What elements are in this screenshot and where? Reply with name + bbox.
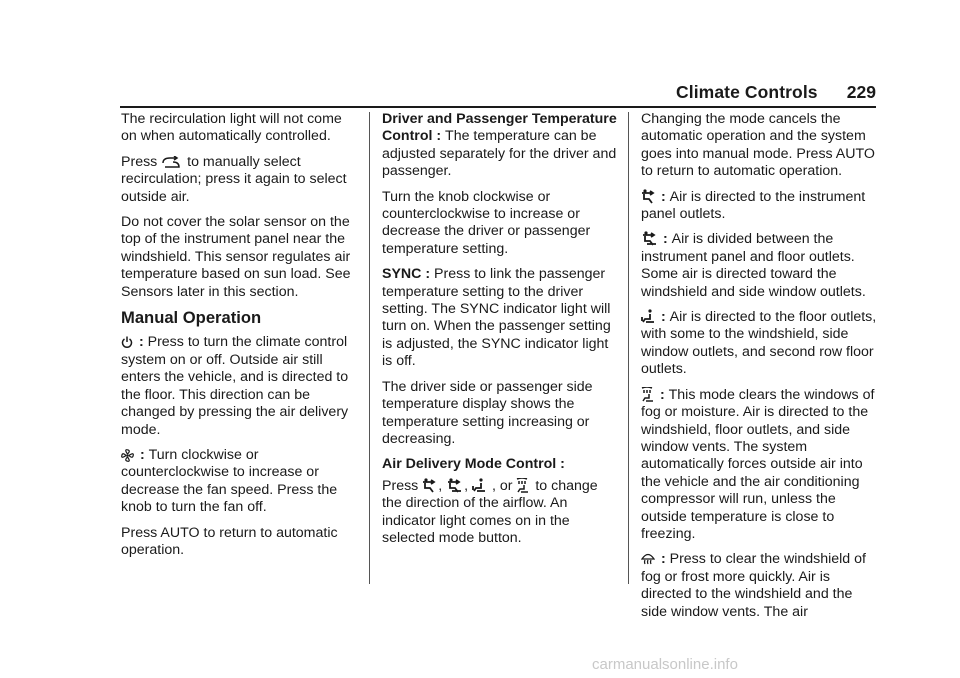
term: SYNC : — [382, 266, 435, 283]
term: : — [657, 309, 670, 326]
paragraph: Press AUTO to return to automatic operation. — [121, 524, 338, 558]
paragraph: The driver side or passenger side temperature display shows the temperature setting increasing or decreasing. — [382, 378, 593, 447]
paragraph — [382, 111, 620, 181]
text: to manually select recirculation; press it again to select outside air. — [121, 153, 347, 205]
text: Press — [121, 153, 162, 170]
paragraph — [121, 334, 359, 438]
text: Turn clockwise or counterclockwise to increase or decrease the fan speed. Press the knob to turn the fan off. — [121, 446, 338, 516]
text: Air is directed to the instrument panel outlets. — [641, 188, 866, 223]
paragraph — [121, 154, 359, 206]
watermark: carmanualsonline.info — [592, 656, 738, 673]
bilevel-mode-icon — [641, 231, 657, 246]
text: to change the direction of the airflow. An indicator light comes on in the selected mode button. — [382, 477, 598, 546]
column-3 — [641, 111, 877, 629]
paragraph — [641, 387, 877, 544]
text: Press to turn the climate control system on or off. Outside air still enters the vehicle, and is directed to the floor. This direction can be changed by pressing the air delivery mode. — [121, 334, 349, 438]
defog-mode-icon — [641, 387, 654, 402]
text: Air is directed to the floor outlets, with some to the windshield, side window outlets, and second row floor outlets. — [641, 309, 877, 378]
term: : — [135, 334, 148, 351]
term: : — [657, 551, 670, 568]
text: , or — [488, 477, 517, 494]
text: , — [438, 477, 447, 494]
section-title: Climate Controls — [676, 82, 818, 102]
mode-heading: Air Delivery Mode Control : — [382, 456, 565, 473]
page-number: 229 — [846, 82, 876, 102]
text: Press to clear the windshield of fog or frost more quickly. Air is directed to the windshield and the side window vents. The air — [641, 551, 866, 620]
floor-mode-icon — [641, 309, 655, 324]
paragraph — [382, 478, 620, 548]
column-1 — [121, 111, 359, 567]
text: Air is divided between the instrument panel and floor outlets. Some air is directed toward the windshield and side window outlets. — [641, 231, 866, 300]
text: This mode clears the windows of fog or moisture. Air is directed to the windshield, floor outlets, and side window vents. The system automatically forces outside air into the vehicle and the air conditioning compressor will run, unless the outside temperature is close to freezing. — [641, 386, 875, 542]
fan-icon — [121, 449, 134, 462]
text: , — [464, 477, 472, 494]
vent-mode-icon — [422, 478, 436, 493]
paragraph: Do not cover the solar sensor on the top of the instrument panel near the windshield. This sensor regulates air temperature based on sun load. See Sensors later in this section. — [121, 214, 351, 300]
column-divider — [628, 112, 629, 584]
column-divider — [369, 112, 370, 584]
term: : — [659, 231, 672, 248]
paragraph: The recirculation light will not come on when automatically controlled. — [121, 111, 342, 145]
paragraph — [641, 231, 877, 301]
term: Driver and Passenger Temperature Control : — [382, 111, 617, 145]
term: : — [136, 446, 149, 463]
text: The temperature can be adjusted separately for the driver and passenger. — [382, 128, 617, 180]
page-header — [630, 82, 876, 104]
header-rule — [120, 106, 876, 108]
section-heading: Manual Operation — [121, 308, 262, 328]
paragraph — [641, 189, 877, 224]
paragraph — [382, 266, 620, 370]
defog-mode-icon — [516, 478, 529, 493]
vent-mode-icon — [641, 189, 655, 204]
term: : — [656, 386, 669, 403]
bilevel-mode-icon — [446, 478, 462, 493]
recirculation-icon — [161, 156, 181, 169]
floor-mode-icon — [472, 478, 486, 493]
paragraph — [641, 551, 877, 621]
text: Press to link the passenger temperature setting to the driver setting. The SYNC indicator light will turn on. When the passenger setting is adjusted, the SYNC indicator light is off. — [382, 266, 611, 370]
defrost-icon — [641, 552, 655, 566]
paragraph: Turn the knob clockwise or counterclockwise to increase or decrease the driver or passenger temperature setting. — [382, 188, 591, 257]
paragraph — [121, 447, 359, 517]
paragraph: Changing the mode cancels the automatic operation and the system goes into manual mode. Press AUTO to return to automatic operation. — [641, 111, 875, 180]
power-icon — [121, 336, 133, 349]
text: Press — [382, 477, 423, 494]
column-2 — [382, 111, 620, 555]
paragraph — [641, 309, 877, 379]
term: : — [657, 188, 670, 205]
